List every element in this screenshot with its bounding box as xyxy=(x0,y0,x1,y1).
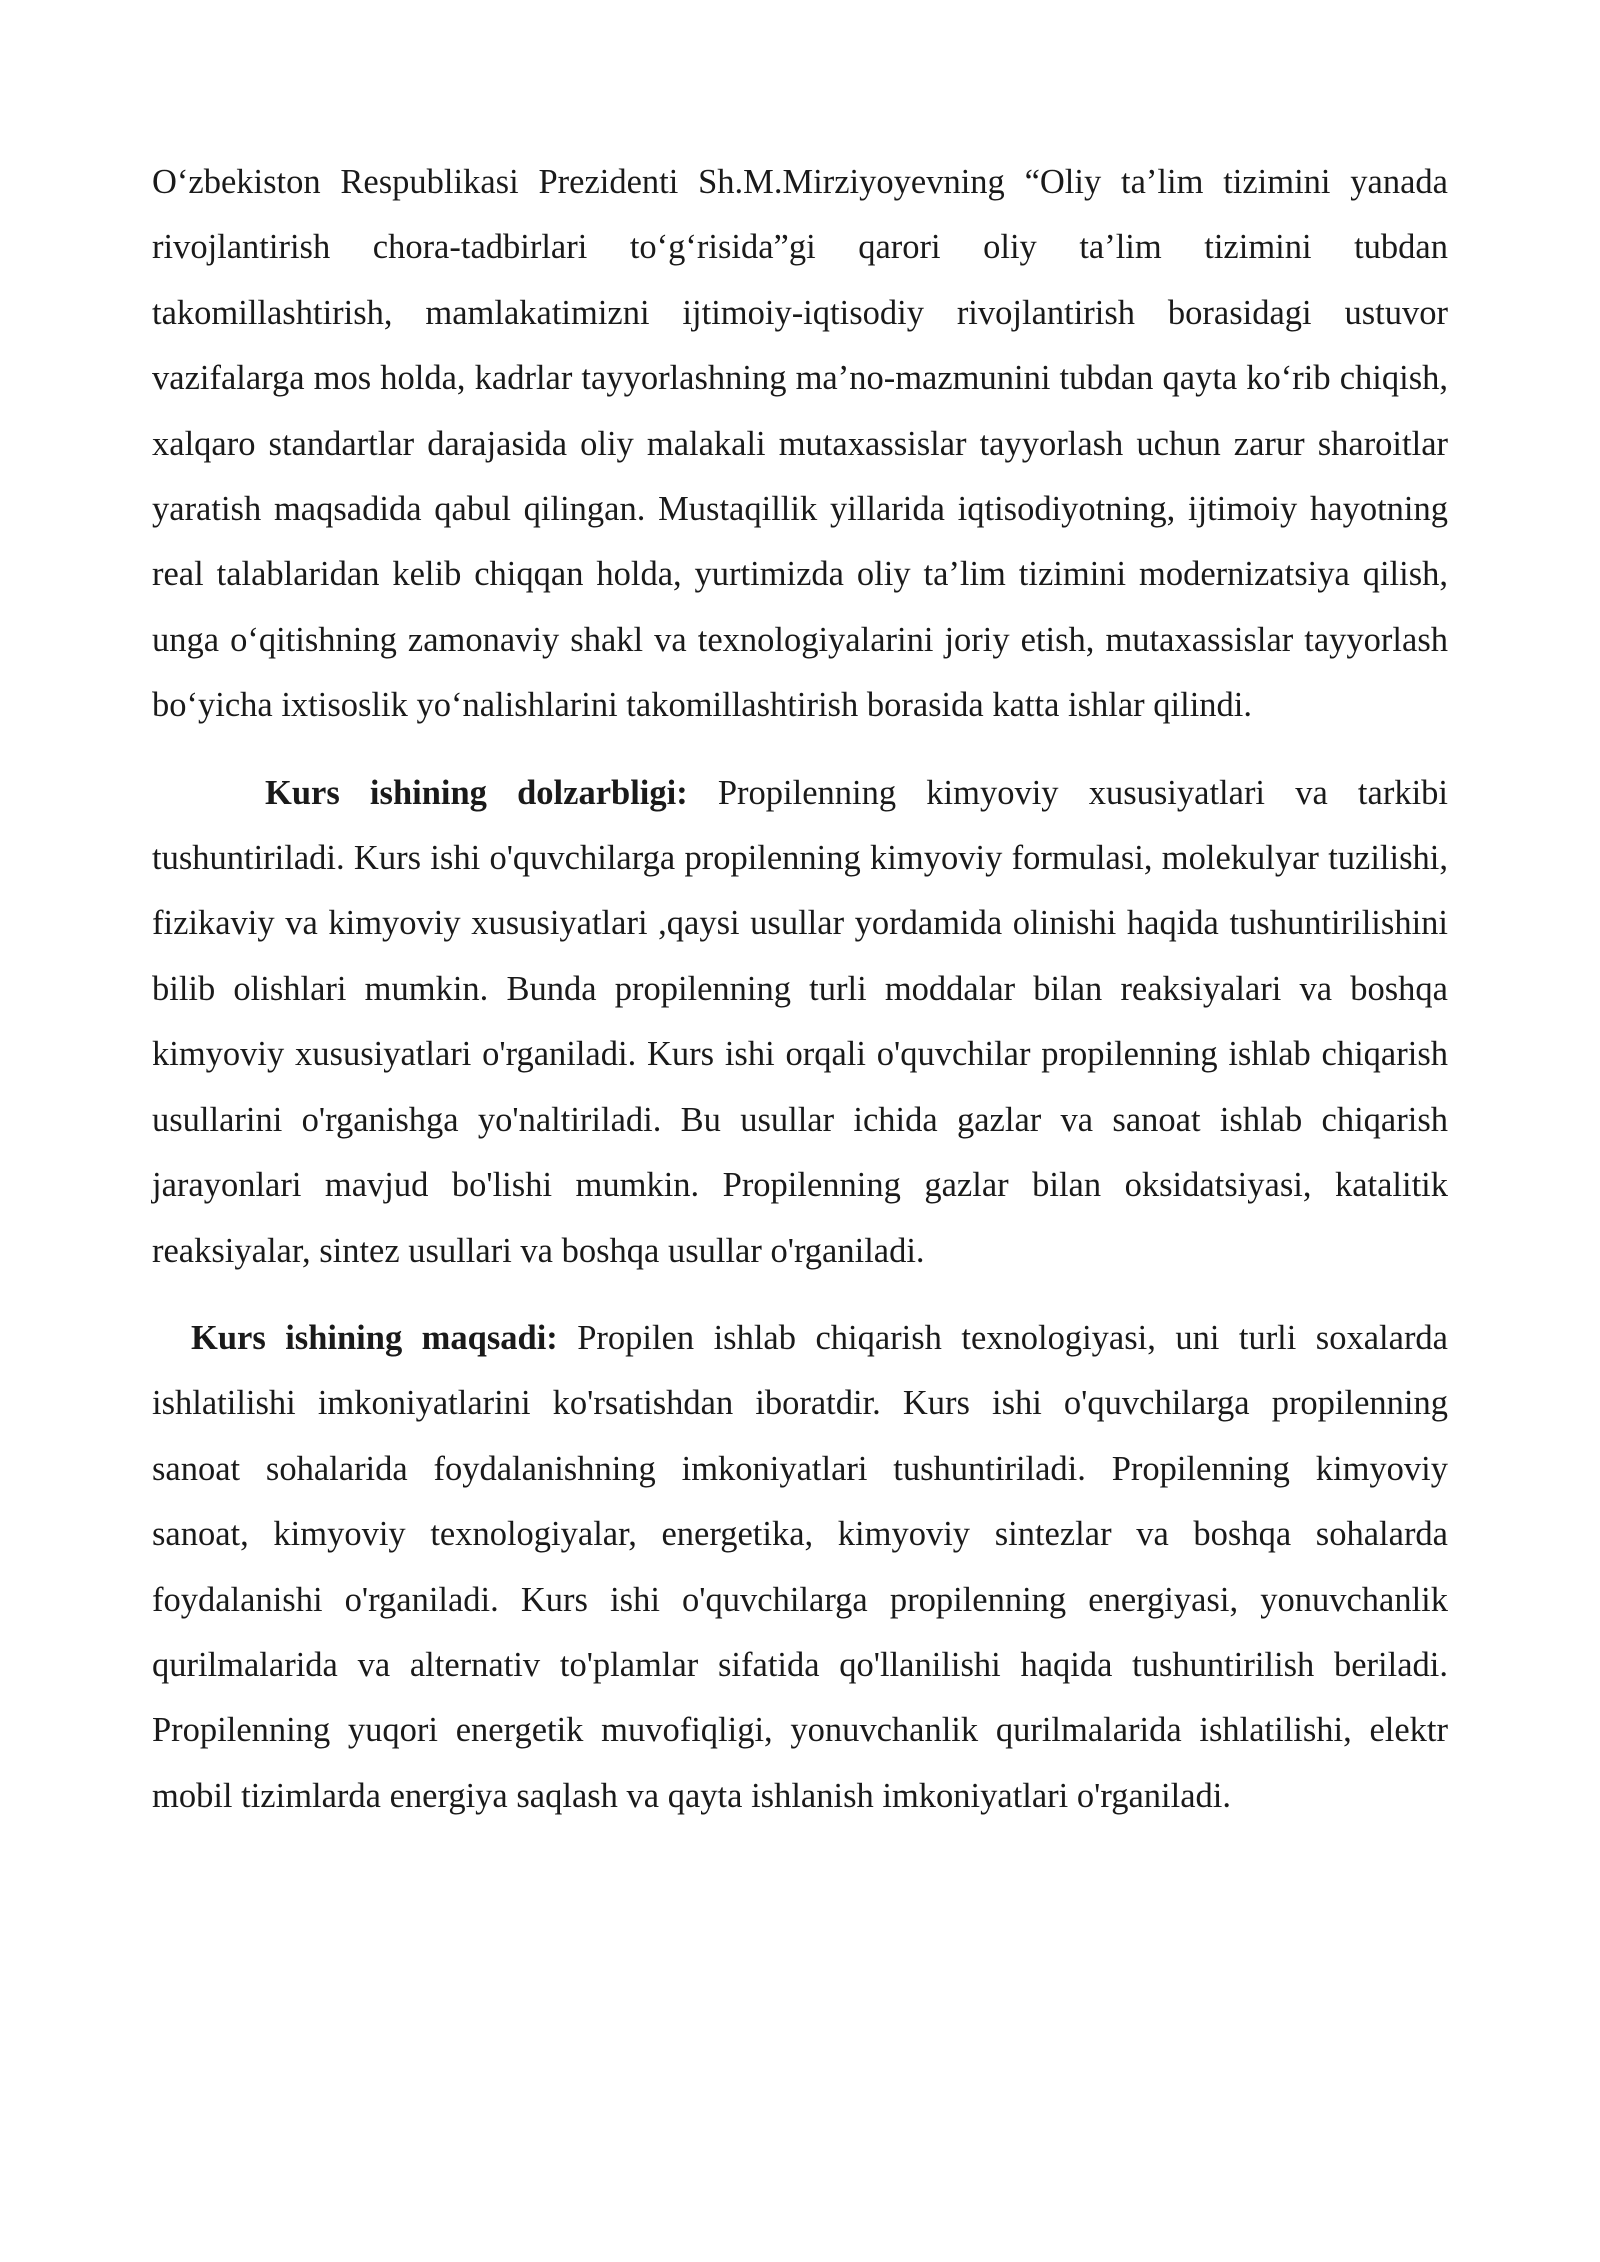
document-page xyxy=(152,150,1448,1829)
intro-paragraph: O‘zbekiston Respublikasi Prezidenti Sh.M.Mirziyoyevning “Oliy ta’lim tizimini yanada rivojlantirish chora-tadbirlari to‘g‘risida”gi qarori oliy ta’lim tizimini tubdan takomillashtirish, mamlakatimizni ijtimoiy-iqtisodiy rivojlantirish borasidagi ustuvor vazifalarga mos holda, kadrlar tayyorlashning ma’no-mazmunini tubdan qayta ko‘rib chiqish, xalqaro standartlar darajasida oliy malakali mutaxassislar tayyorlash uchun zarur sharoitlar yaratish maqsadida qabul qilingan. Mustaqillik yillarida iqtisodiyotning, ijtimoiy hayotning real talablaridan kelib chiqqan holda, yurtimizda oliy ta’lim tizimini modernizatsiya qilish, unga o‘qitishning zamonaviy shakl va texnologiyalarini joriy etish, mutaxassislar tayyorlash bo‘yicha ixtisoslik yo‘nalishlarini takomillashtirish borasida katta ishlar qilindi. xyxy=(152,163,1448,725)
goal-paragraph xyxy=(152,1306,1448,1829)
relevance-text: Propilenning kimyoviy xususiyatlari va tarkibi tushuntiriladi. Kurs ishi o'quvchilarga propilenning kimyoviy formulasi, molekulyar tuzilishi, fizikaviy va kimyoviy xususiyatlari ,qaysi usullar yordamida olinishi haqida tushuntirilishini bilib olishlari mumkin. Bunda propilenning turli moddalar bilan reaksiyalari va boshqa kimyoviy xususiyatlari o'rganiladi. Kurs ishi orqali o'quvchilar propilenning ishlab chiqarish usullarini o'rganishga yo'naltiriladi. Bu usullar ichida gazlar va sanoat ishlab chiqarish jarayonlari mavjud bo'lishi mumkin. Propilenning gazlar bilan oksidatsiyasi, katalitik reaksiyalar, sintez usullari va boshqa usullar o'rganiladi. xyxy=(152,773,1448,1270)
relevance-heading: Kurs ishining dolzarbligi: xyxy=(265,773,688,812)
relevance-paragraph xyxy=(152,761,1448,1284)
goal-text: Propilen ishlab chiqarish texnologiyasi, uni turli soxalarda ishlatilishi imkoniyatlarini ko'rsatishdan iboratdir. Kurs ishi o'quvchilarga propilenning sanoat sohalarida foydalanishning imkoniyatlari tushuntiriladi. Propilenning kimyoviy sanoat, kimyoviy texnologiyalar, energetika, kimyoviy sintezlar va boshqa sohalarda foydalanishi o'rganiladi. Kurs ishi o'quvchilarga propilenning energiyasi, yonuvchanlik qurilmalarida va alternativ to'plamlar sifatida qo'llanilishi haqida tushuntirilish beriladi. Propilenning yuqori energetik muvofiqligi, yonuvchanlik qurilmalarida ishlatilishi, elektr mobil tizimlarda energiya saqlash va qayta ishlanish imkoniyatlari o'rganiladi. xyxy=(152,1318,1448,1815)
goal-heading: Kurs ishining maqsadi: xyxy=(191,1318,558,1357)
